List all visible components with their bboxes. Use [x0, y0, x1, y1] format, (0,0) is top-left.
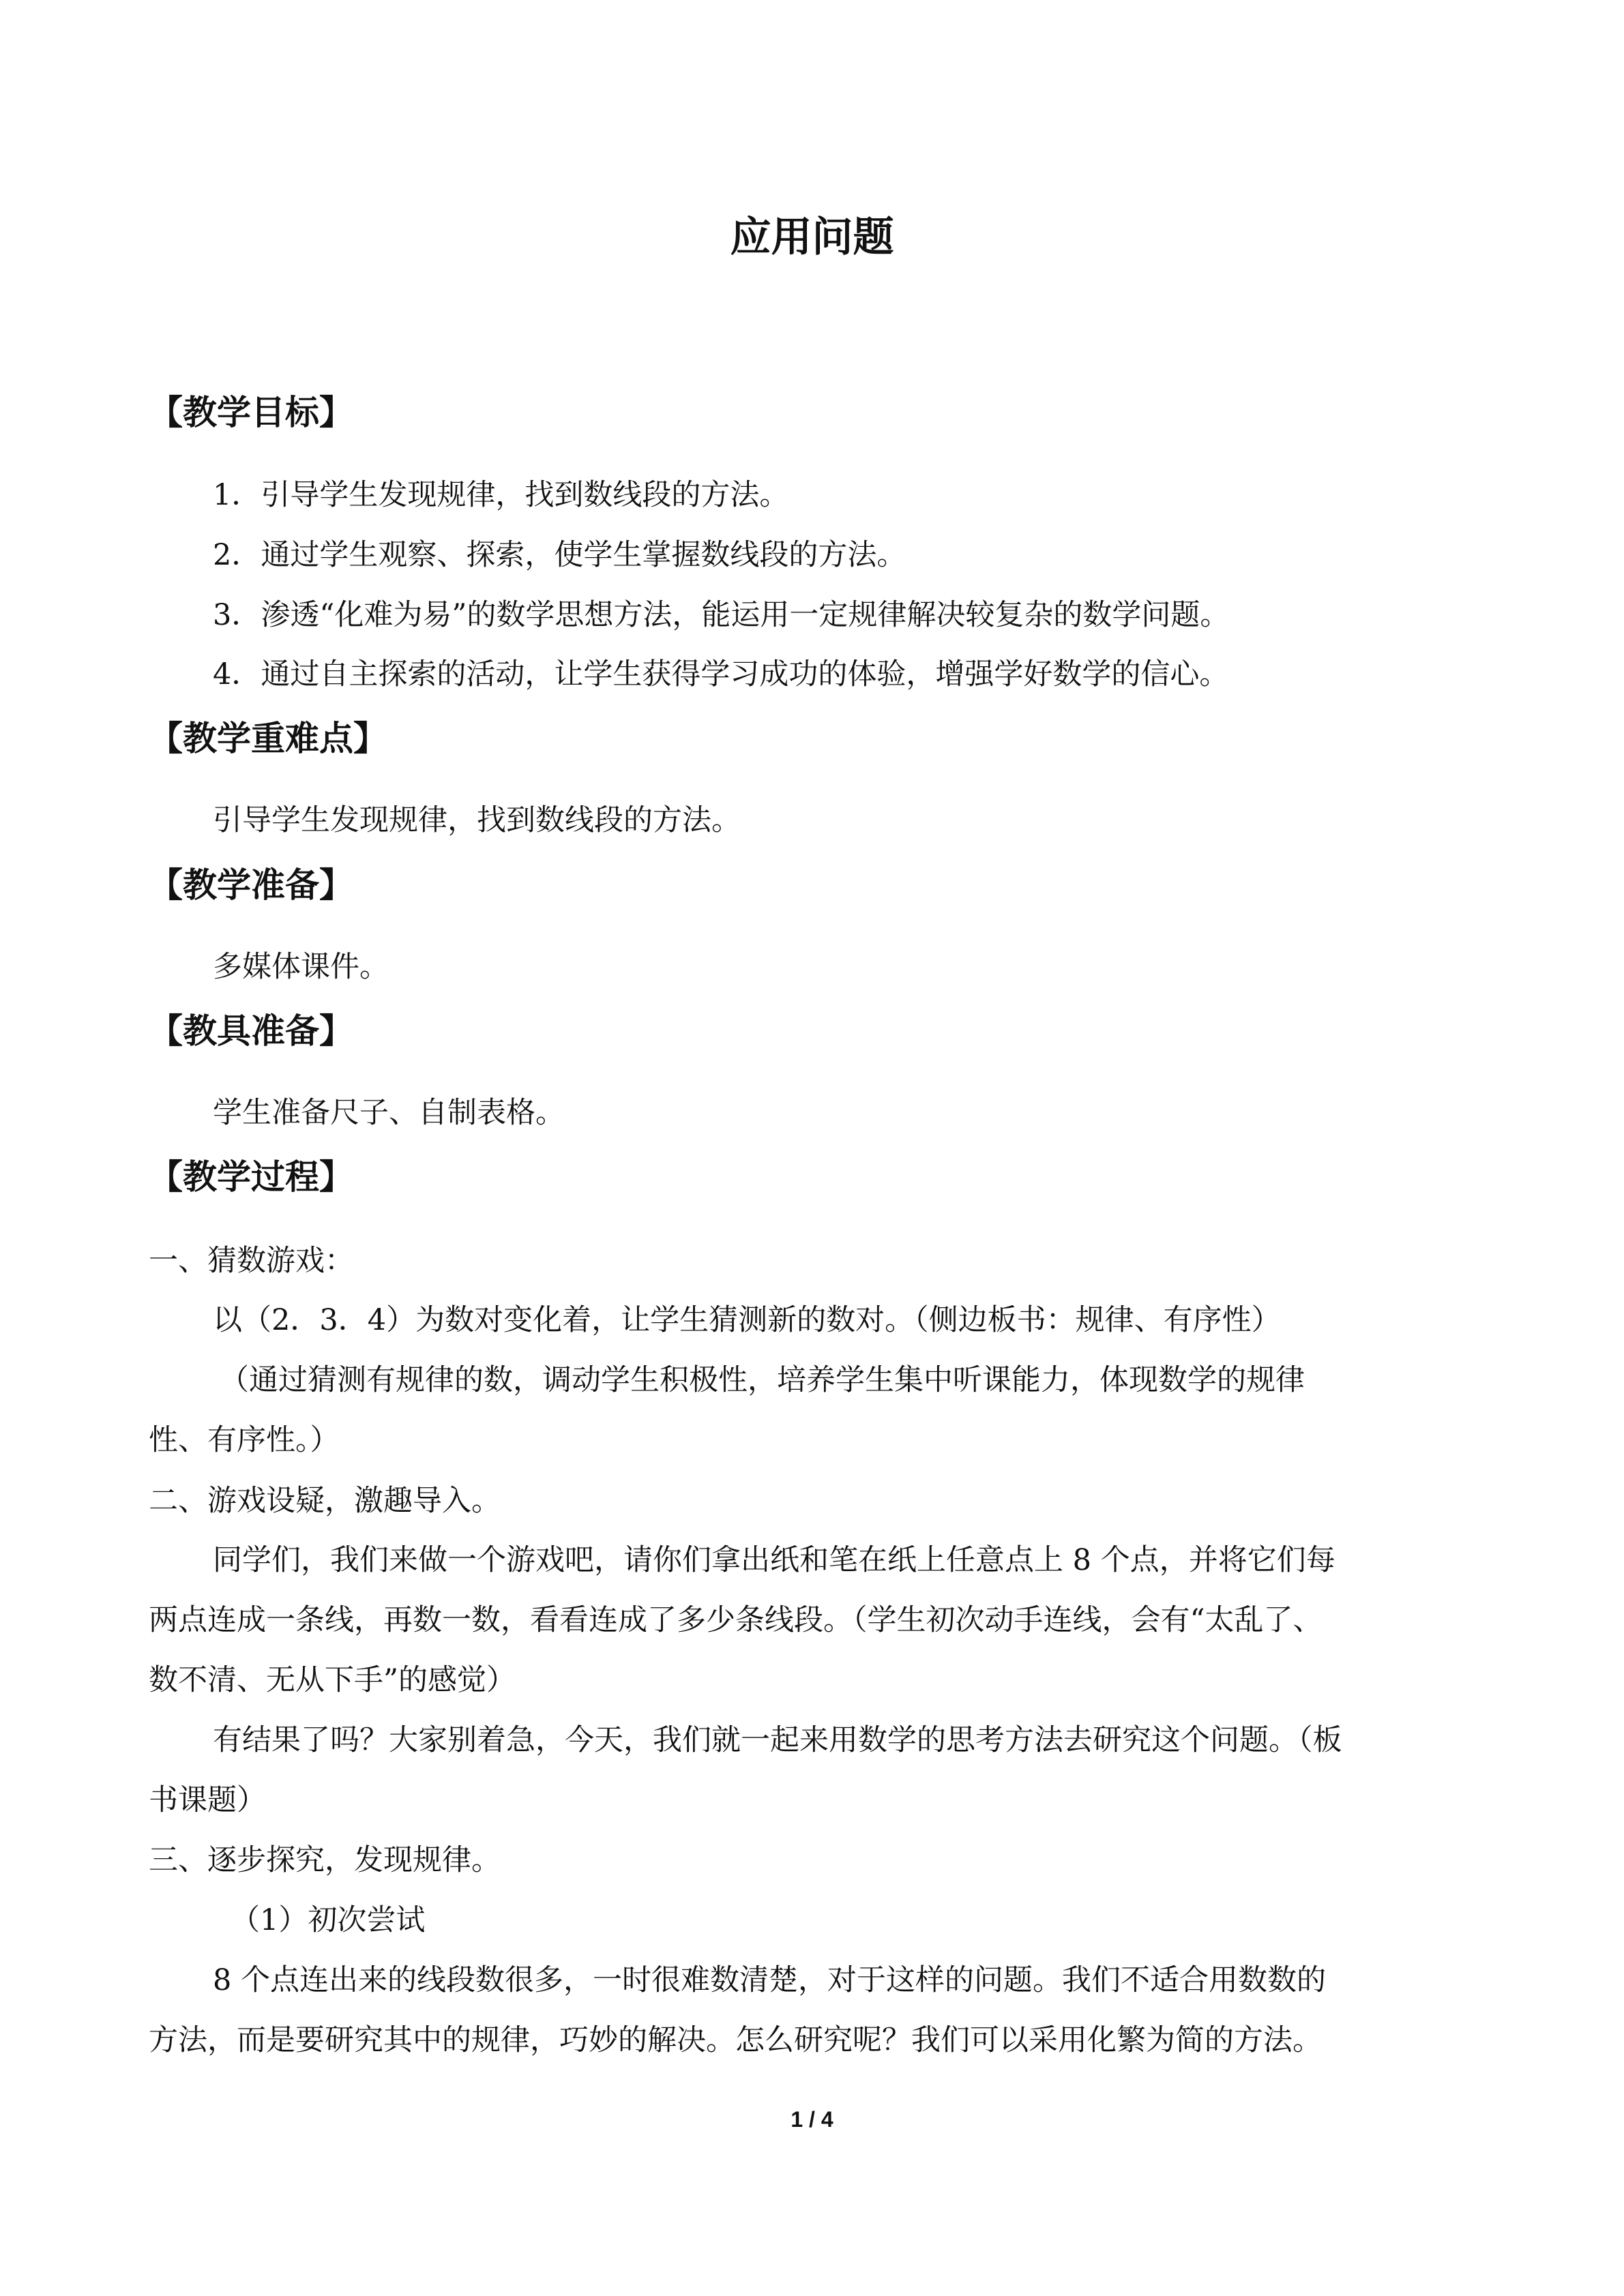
goal-item-4: 4．通过自主探索的活动，让学生获得学习成功的体验，增强学好数学的信心。 [213, 657, 1229, 691]
process-step-2-title: 二、游戏设疑，激趣导入。 [149, 1484, 501, 1518]
process-step-1-line-1: 以（2．3．4）为数对变化着，让学生猜测新的数对。（侧边板书：规律、有序性） [213, 1303, 1281, 1337]
process-step-1-title: 一、猜数游戏： [149, 1244, 354, 1278]
process-step-2-line-4: 有结果了吗？大家别着急，今天，我们就一起来用数学的思考方法去研究这个问题。（板 [213, 1723, 1342, 1757]
goal-item-1: 1．引导学生发现规律，找到数线段的方法。 [213, 478, 789, 512]
process-step-2-line-5: 书课题） [149, 1783, 266, 1817]
process-step-3-line-1: 8 个点连出来的线段数很多，一时很难数清楚，对于这样的问题。我们不适合用数数的 [213, 1963, 1327, 1997]
process-step-2-line-3: 数不清、无从下手”的感觉） [149, 1663, 516, 1697]
goal-item-2: 2．通过学生观察、探索，使学生掌握数线段的方法。 [213, 538, 906, 572]
process-step-1-line-2: （通过猜测有规律的数，调动学生积极性，培养学生集中听课能力，体现数学的规律 [220, 1363, 1305, 1397]
tools-text: 学生准备尺子、自制表格。 [213, 1096, 565, 1130]
process-step-1-line-3: 性、有序性。） [149, 1423, 340, 1457]
preparation-heading: 【教学准备】 [149, 865, 353, 905]
key-points-text: 引导学生发现规律，找到数线段的方法。 [213, 803, 741, 837]
key-points-heading: 【教学重难点】 [149, 719, 387, 758]
process-step-2-line-1: 同学们，我们来做一个游戏吧，请你们拿出纸和笔在纸上任意点上 8 个点，并将它们每 [213, 1543, 1335, 1577]
page-number: 1 / 4 [791, 2107, 833, 2132]
process-step-3-line-2: 方法，而是要研究其中的规律，巧妙的解决。怎么研究呢？我们可以采用化繁为简的方法。 [149, 2023, 1322, 2057]
tools-heading: 【教具准备】 [149, 1011, 353, 1051]
process-step-2-line-2: 两点连成一条线，再数一数，看看连成了多少条线段。（学生初次动手连线，会有“太乱了、 [149, 1603, 1323, 1637]
goals-heading: 【教学目标】 [149, 393, 353, 432]
page-title: 应用问题 [730, 213, 894, 261]
process-heading: 【教学过程】 [149, 1157, 353, 1197]
process-step-3-title: 三、逐步探究，发现规律。 [149, 1843, 501, 1877]
goal-item-3: 3．渗透“化难为易”的数学思想方法，能运用一定规律解决较复杂的数学问题。 [213, 598, 1230, 632]
process-step-3-subtitle: （1）初次尝试 [231, 1903, 426, 1937]
preparation-text: 多媒体课件。 [213, 950, 389, 984]
